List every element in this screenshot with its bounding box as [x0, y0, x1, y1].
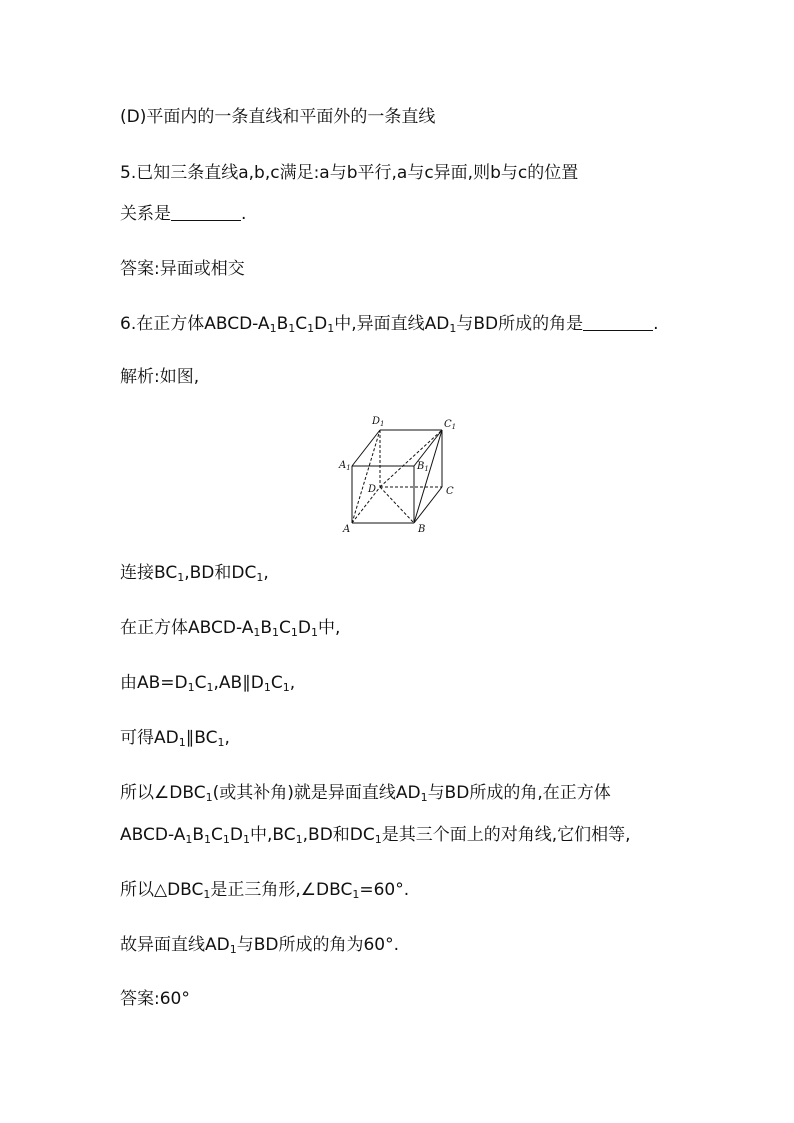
subscript: 1 — [295, 833, 303, 846]
q6-period: . — [653, 314, 659, 334]
subscript: 1 — [310, 626, 318, 639]
subscript: 1 — [256, 571, 264, 584]
step-text: 连接BC — [120, 563, 178, 583]
q6-text: 6.在正方体ABCD-A — [120, 314, 270, 334]
step-text: C — [194, 673, 207, 693]
step-text: 在正方体ABCD-A — [120, 618, 254, 638]
analysis-label: 解析:如图, — [120, 367, 200, 387]
step-cube — [120, 617, 340, 644]
subscript: 1 — [203, 888, 211, 901]
step-text: 是正三角形,∠DBC — [210, 880, 353, 900]
step-angle — [120, 782, 611, 809]
step-text: C — [270, 673, 283, 693]
subscript: 1 — [263, 681, 271, 694]
subscript: 1 — [420, 791, 428, 804]
subscript: 1 — [290, 626, 298, 639]
step-text: 故异面直线AD — [120, 935, 230, 955]
q6-text: B — [276, 314, 289, 334]
question-5-line-1: 5.已知三条直线a,b,c满足:a与b平行,a与c异面,则b与c的位置 — [120, 163, 579, 183]
diagonal-ad1 — [352, 430, 380, 523]
subscript: 1 — [288, 322, 296, 335]
label-d1: $D_1$ — [372, 416, 385, 428]
label-b1: $B_1$ — [417, 461, 429, 473]
label-a1: $A_1$ — [339, 460, 351, 472]
label-b: B — [418, 524, 426, 535]
step-text: 可得AD — [120, 728, 179, 748]
subscript: 1 — [282, 681, 290, 694]
subscript: 1 — [272, 626, 280, 639]
step-text: , — [263, 563, 269, 583]
subscript: 1 — [242, 833, 250, 846]
label-a: A — [343, 524, 351, 535]
subscript: 1 — [187, 681, 195, 694]
step-diagonals — [120, 824, 631, 851]
label-d: D — [368, 484, 377, 495]
question-6 — [120, 313, 659, 340]
q6-text: D — [314, 314, 328, 334]
step-deduce — [120, 727, 230, 754]
step-text: D — [229, 825, 243, 845]
edge-a1d1 — [352, 430, 380, 466]
subscript: 1 — [177, 571, 185, 584]
step-text: ∥BC — [185, 728, 218, 748]
question-5-line-2 — [120, 203, 246, 225]
step-text: 是其三个面上的对角线,它们相等, — [381, 825, 631, 845]
subscript: 1 — [185, 833, 193, 846]
step-text: ABCD-A — [120, 825, 186, 845]
subscript: 1 — [178, 736, 186, 749]
step-text: 中, — [317, 618, 341, 638]
subscript: 1 — [269, 322, 277, 335]
q5-period: . — [241, 204, 247, 224]
label-c: C — [446, 486, 454, 497]
q5-text: 关系是 — [120, 204, 171, 224]
subscript: 1 — [307, 322, 315, 335]
step-text: B — [260, 618, 273, 638]
step-text: 所以∠DBC — [120, 783, 206, 803]
step-triangle — [120, 879, 409, 906]
q6-text: 中,异面直线AD — [334, 314, 450, 334]
q6-text: C — [295, 314, 308, 334]
step-parallel — [120, 672, 295, 699]
step-conclusion — [120, 934, 399, 961]
subscript: 1 — [253, 626, 261, 639]
subscript: 1 — [449, 322, 457, 335]
step-text: ,BD和DC — [302, 825, 375, 845]
answer-6: 答案:60° — [120, 989, 190, 1009]
option-d: (D)平面内的一条直线和平面外的一条直线 — [120, 107, 436, 127]
cube-figure — [330, 410, 465, 538]
q6-text: 与BD所成的角是 — [456, 314, 584, 334]
diagonal-bd — [380, 487, 414, 523]
step-text: (或其补角)就是异面直线AD — [212, 783, 421, 803]
step-text: C — [211, 825, 223, 845]
subscript: 1 — [352, 888, 360, 901]
subscript: 1 — [206, 681, 214, 694]
step-text: =60°. — [359, 880, 410, 900]
subscript: 1 — [217, 736, 225, 749]
subscript: 1 — [205, 791, 213, 804]
step-text: 与BD所成的角,在正方体 — [427, 783, 611, 803]
step-text: 由AB=D — [120, 673, 188, 693]
step-text: ,BD和DC — [184, 563, 257, 583]
subscript: 1 — [229, 943, 237, 956]
subscript: 1 — [327, 322, 335, 335]
step-text: 中,BC — [249, 825, 296, 845]
answer-blank — [171, 206, 241, 221]
step-text: ,AB∥D — [213, 673, 264, 693]
step-text: C — [279, 618, 291, 638]
step-text: , — [289, 673, 296, 693]
step-text: D — [297, 618, 311, 638]
answer-blank — [583, 316, 653, 331]
label-c1: $C_1$ — [444, 419, 457, 431]
subscript: 1 — [374, 833, 382, 846]
answer-5: 答案:异面或相交 — [120, 259, 245, 279]
subscript: 1 — [204, 833, 212, 846]
diagonal-dc1 — [380, 430, 442, 487]
edge-bc — [414, 487, 442, 523]
step-connect — [120, 562, 269, 589]
diagonal-bc1 — [414, 430, 442, 523]
step-text: , — [224, 728, 230, 748]
subscript: 1 — [222, 833, 230, 846]
step-text: 与BD所成的角为60°. — [236, 935, 400, 955]
step-text: 所以△DBC — [120, 880, 204, 900]
step-text: B — [192, 825, 205, 845]
